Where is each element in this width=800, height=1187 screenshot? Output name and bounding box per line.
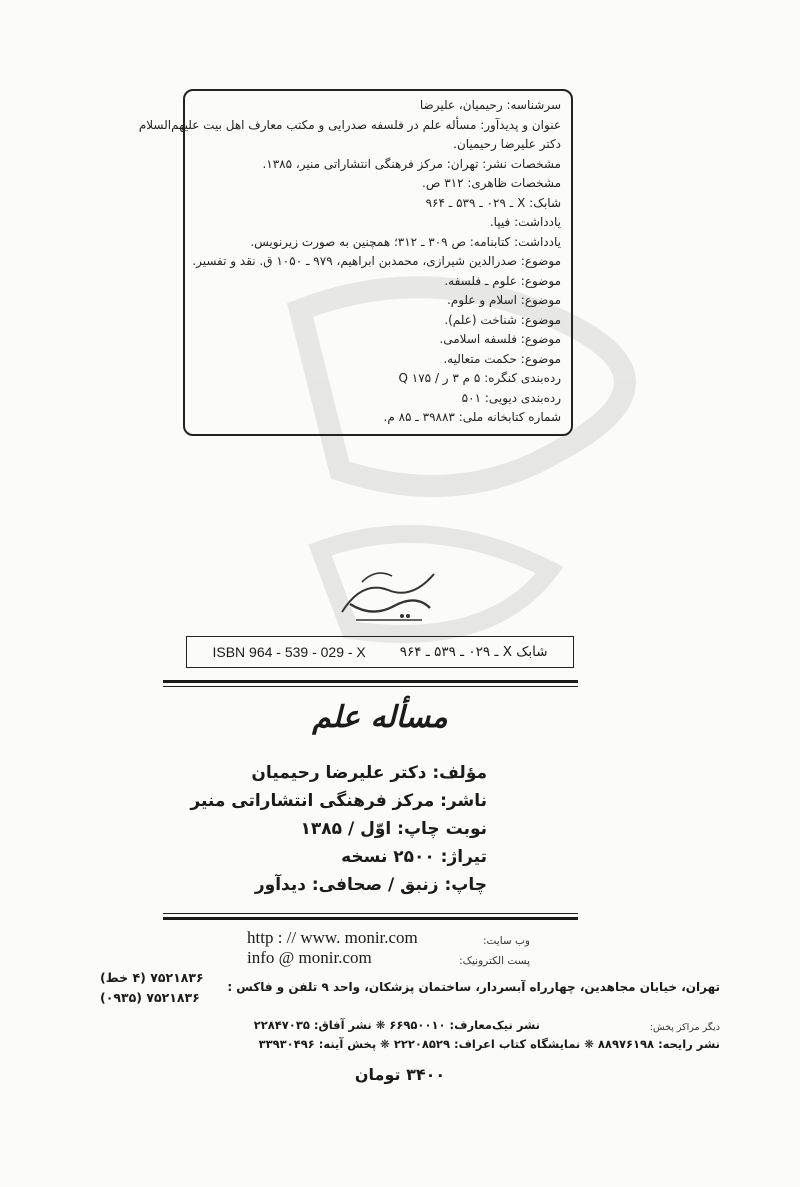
cip-subject: موضوع: علوم ـ فلسفه.	[444, 273, 561, 288]
phone-line-1: ۷۵۲۱۸۳۶ (۴ خط)	[100, 970, 204, 985]
distribution-heading: دیگر مراکز پخش:	[649, 1022, 720, 1033]
cip-lc-class: رده‌بندی کنگره: ۵ م ۳ ر / ۱۷۵ Q	[398, 371, 561, 385]
divider-rule	[163, 913, 578, 920]
print-run-line: تیراژ: ۲۵۰۰ نسخه	[341, 847, 487, 867]
cataloging-data-box	[138, 89, 573, 436]
book-title: مسأله علم	[312, 700, 448, 735]
cip-subject: موضوع: شناخت (علم).	[444, 312, 561, 327]
divider-rule	[163, 680, 578, 687]
distribution-line-2: نشر رایحه: ۸۸۹۷۶۱۹۸ ❋ نمایشگاه کتاب اعراف: ۲۲۲۰۸۵۲۹ ❋ پخش آینه: ۳۳۹۳۰۴۹۶	[258, 1037, 720, 1051]
email-link[interactable]: info @ monir.com	[247, 948, 372, 967]
cip-dewey: رده‌بندی دیویی: ۵۰۱	[461, 390, 561, 405]
cip-subject: موضوع: فلسفه اسلامی.	[439, 332, 561, 346]
publisher-address: تهران، خیابان مجاهدین، چهارراه آبسردار، ساختمان پزشکان، واحد ۹ تلفن و فاکس :	[227, 980, 720, 994]
cip-national-library: شماره کتابخانه ملی: ۳۹۸۸۳ ـ ۸۵ م.	[383, 410, 561, 424]
cip-note: یادداشت: کتابنامه: ص ۳۰۹ ـ ۳۱۲؛ همچنین به صورت زیرنویس.	[250, 234, 561, 249]
email-label: پست الکترونیک:	[459, 955, 530, 967]
isbn-box	[186, 636, 574, 668]
publisher-logo	[332, 560, 444, 626]
edition-line: نوبت چاپ: اوّل / ۱۳۸۵	[300, 819, 487, 839]
distribution-line-1: نشر نیک‌معارف: ۶۶۹۵۰۰۱۰ ❋ نشر آفاق: ۲۲۸۴۷۰۳۵	[253, 1018, 540, 1032]
cip-note: یادداشت: فیپا.	[489, 215, 561, 229]
website-link[interactable]: http : // www. monir.com	[247, 928, 418, 947]
cip-subject: موضوع: حکمت متعالیه.	[443, 351, 561, 366]
author-line: مؤلف: دکتر علیرضا رحیمیان	[251, 763, 487, 783]
isbn-persian: شابک X ـ ۰۲۹ ـ ۵۳۹ ـ ۹۶۴	[399, 644, 548, 660]
cip-heading: سرشناسه: رحیمیان، علیرضا	[419, 98, 561, 112]
cip-subject: موضوع: صدرالدین شیرازی، محمدبن ابراهیم، ۹۷۹ ـ ۱۰۵۰ ق. نقد و تفسیر.	[192, 254, 561, 268]
cip-publication: مشخصات نشر: تهران: مرکز فرهنگی انتشاراتی منیر، ۱۳۸۵.	[262, 156, 561, 171]
cip-title: عنوان و پدیدآور: مسأله علم در فلسفه صدرایی و مکتب معارف اهل بیت علیهم‌السلام	[138, 117, 561, 132]
printing-line: چاپ: زنبق / صحافی: دیدآور	[254, 875, 487, 895]
publisher-line: ناشر: مرکز فرهنگی انتشاراتی منیر	[190, 791, 487, 811]
cip-subject: موضوع: اسلام و علوم.	[446, 293, 561, 307]
isbn-latin: ISBN 964 - 539 - 029 - X	[212, 644, 366, 660]
cip-isbn: شابک: X ـ ۰۲۹ ـ ۵۳۹ ـ ۹۶۴	[425, 195, 561, 210]
price: ۳۴۰۰ تومان	[354, 1065, 446, 1084]
cip-author: دکتر علیرضا رحیمیان.	[453, 137, 561, 151]
cip-physical: مشخصات ظاهری: ۳۱۲ ص.	[422, 176, 561, 190]
website-label: وب سایت:	[482, 935, 530, 947]
phone-line-2: ۷۵۲۱۸۳۶ (۰۹۳۵)	[100, 990, 200, 1005]
